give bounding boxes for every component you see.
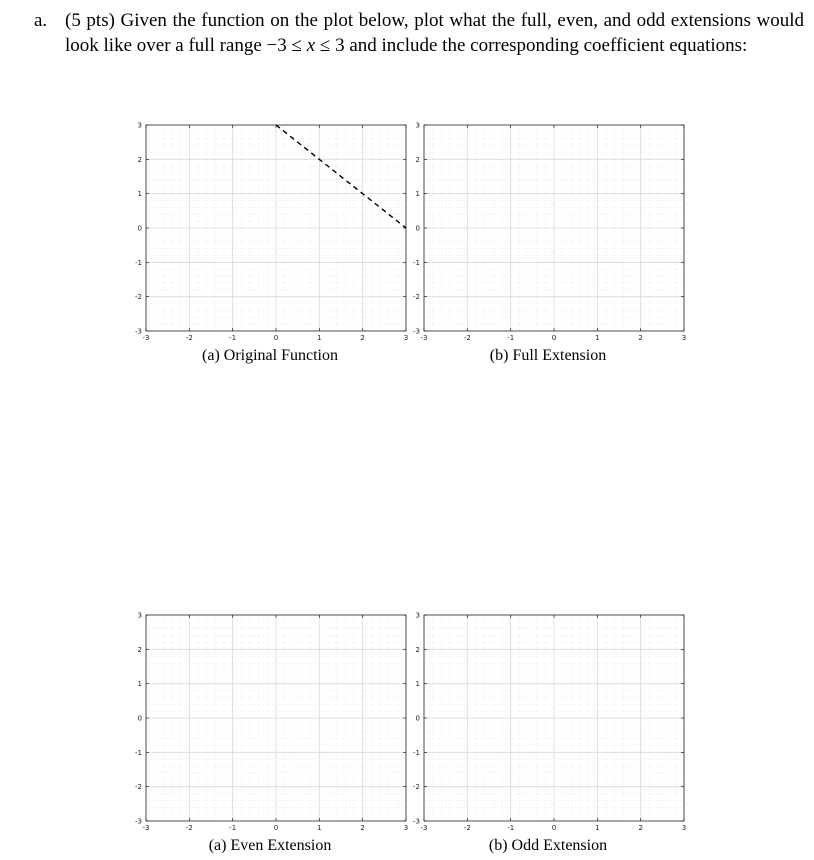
series-line <box>276 125 406 228</box>
x-tick-label: -1 <box>507 824 515 832</box>
caption-odd-extension: (b) Odd Extension <box>488 837 608 854</box>
y-tick-label: 1 <box>137 680 142 689</box>
x-tick-label: 0 <box>551 824 557 832</box>
y-tick-label: -2 <box>135 783 142 792</box>
grid <box>424 125 684 331</box>
y-tick-label: 3 <box>137 611 142 620</box>
y-tick-label: 2 <box>137 155 142 164</box>
y-tick-label: 3 <box>415 121 420 130</box>
x-tick-label: -3 <box>142 334 150 342</box>
y-tick-label: 2 <box>415 155 420 164</box>
x-tick-label: 1 <box>595 824 600 832</box>
range-left: −3 <box>266 35 287 56</box>
question-text-prefix: (5 pts) Given the function on the plot below, plot what the full, even, and odd extensions would look like over a full range <box>65 10 804 56</box>
x-tick-label: -1 <box>229 334 237 342</box>
x-tick-label: -2 <box>185 334 193 342</box>
leq-symbol-1: ≤ <box>291 35 302 56</box>
y-tick-label: 1 <box>415 190 420 199</box>
plot-odd-extension <box>408 608 688 838</box>
x-tick-label: -2 <box>463 334 471 342</box>
grid <box>146 615 406 821</box>
x-tick-label: -1 <box>229 824 237 832</box>
y-tick-label: 2 <box>415 645 420 654</box>
y-tick-label: 0 <box>137 714 142 723</box>
x-tick-label: 3 <box>681 824 687 832</box>
y-tick-label: -2 <box>413 783 420 792</box>
plot-original-function <box>130 118 410 348</box>
question-label: a. <box>34 10 48 31</box>
x-tick-label: 1 <box>317 824 322 832</box>
x-tick-label: 0 <box>273 824 279 832</box>
x-tick-label: 2 <box>360 334 365 342</box>
x-tick-label: 3 <box>403 824 409 832</box>
x-tick-label: 0 <box>551 334 557 342</box>
caption-full-extension: (b) Full Extension <box>489 347 607 364</box>
y-tick-label: -1 <box>135 258 142 267</box>
y-tick-label: 3 <box>137 121 142 130</box>
question-text <box>34 8 804 58</box>
y-tick-label: -1 <box>135 748 142 757</box>
y-tick-label: -3 <box>413 327 420 336</box>
x-tick-label: -1 <box>507 334 515 342</box>
x-tick-label: 3 <box>681 334 687 342</box>
y-tick-label: 0 <box>415 224 420 233</box>
x-tick-label: 1 <box>317 334 322 342</box>
y-tick-label: 0 <box>137 224 142 233</box>
grid <box>424 615 684 821</box>
leq-symbol-2: ≤ <box>319 35 331 56</box>
plot-full-extension <box>408 118 688 348</box>
grid <box>146 125 406 331</box>
x-tick-label: -3 <box>142 824 150 832</box>
y-tick-label: 2 <box>137 645 142 654</box>
x-tick-label: 2 <box>360 824 365 832</box>
x-tick-label: 3 <box>403 334 409 342</box>
caption-even-extension: (a) Even Extension <box>208 837 332 854</box>
caption-original-function: (a) Original Function <box>202 347 338 364</box>
y-tick-label: 1 <box>137 190 142 199</box>
variable-x: x <box>306 35 316 56</box>
y-tick-label: -2 <box>413 293 420 302</box>
question-body <box>65 8 804 58</box>
x-tick-label: -3 <box>420 824 428 832</box>
x-tick-label: 2 <box>638 334 643 342</box>
y-tick-label: -3 <box>135 817 142 826</box>
x-tick-label: -2 <box>185 824 193 832</box>
range-right: 3 <box>335 35 345 56</box>
y-tick-label: -3 <box>135 327 142 336</box>
y-tick-label: 0 <box>415 714 420 723</box>
x-tick-label: -2 <box>463 824 471 832</box>
x-tick-label: 1 <box>595 334 600 342</box>
x-tick-label: 2 <box>638 824 643 832</box>
y-tick-label: -3 <box>413 817 420 826</box>
y-tick-label: 3 <box>415 611 420 620</box>
x-tick-label: 0 <box>273 334 279 342</box>
x-tick-label: -3 <box>420 334 428 342</box>
y-tick-label: -1 <box>413 258 420 267</box>
question-text-suffix: and include the corresponding coefficient equations: <box>344 35 748 56</box>
y-tick-label: -1 <box>413 748 420 757</box>
y-tick-label: 1 <box>415 680 420 689</box>
plot-even-extension <box>130 608 410 838</box>
y-tick-label: -2 <box>135 293 142 302</box>
